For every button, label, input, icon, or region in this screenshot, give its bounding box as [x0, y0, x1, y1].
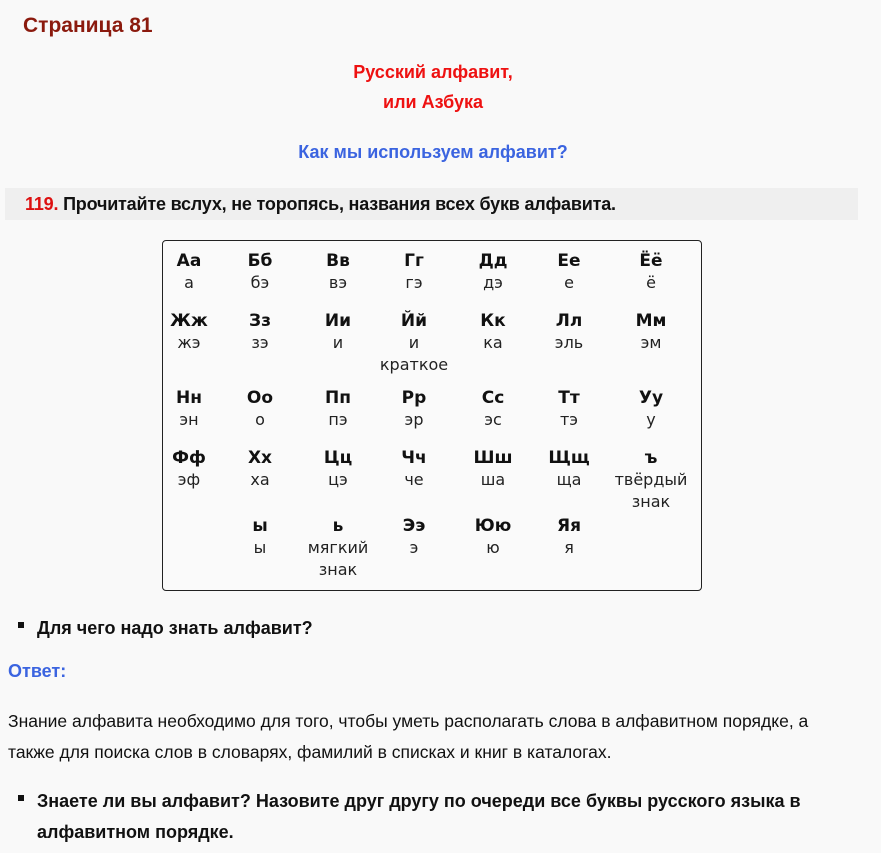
task-instruction: Прочитайте вслух, не торопясь, названия всех букв алфавита.	[63, 194, 616, 214]
letter: Ии	[324, 311, 352, 331]
letter: Гг	[404, 251, 424, 271]
alphabet-cell	[215, 515, 305, 559]
letter-name-line-2: краткое	[379, 355, 449, 374]
letter-name: е	[564, 273, 574, 292]
letter: Цц	[323, 448, 353, 468]
letter: Ее	[557, 251, 581, 271]
letter-name: жэ	[177, 333, 201, 352]
letter-name: цэ	[328, 470, 348, 489]
letter-name: ха	[250, 470, 270, 489]
letter: Сс	[481, 388, 505, 408]
question-2	[18, 786, 868, 848]
alphabet-cell	[369, 387, 459, 431]
question-2-text: Знаете ли вы алфавит? Назовите друг другу по очереди все буквы русского языка в алфавитном порядке.	[37, 791, 801, 842]
letter-name-line-2: знак	[318, 560, 358, 579]
letter: Аа	[176, 251, 202, 271]
letter: ь	[332, 516, 344, 536]
letter-name: вэ	[328, 273, 348, 292]
letter-name: эф	[177, 470, 201, 489]
alphabet-cell	[215, 447, 305, 491]
letter: Жж	[170, 311, 208, 331]
letter-name: бэ	[250, 273, 270, 292]
letter-name: тэ	[559, 410, 579, 429]
letter: Щщ	[548, 448, 590, 468]
letter-name: эм	[640, 333, 662, 352]
alphabet-cell	[369, 515, 459, 559]
alphabet-cell	[524, 447, 614, 491]
letter: Уу	[638, 388, 664, 408]
letter: ъ	[644, 448, 658, 468]
alphabet-cell	[215, 310, 305, 354]
letter: Хх	[247, 448, 273, 468]
letter-name: зэ	[251, 333, 269, 352]
letter-name: ю	[486, 538, 500, 557]
letter: Чч	[401, 448, 427, 468]
letter-name: эр	[404, 410, 424, 429]
letter: Тт	[558, 388, 580, 408]
letter: Зз	[249, 311, 271, 331]
letter-name: ща	[556, 470, 582, 489]
letter-name: и	[332, 333, 344, 352]
letter-name: ё	[646, 273, 656, 292]
letter: Ёё	[639, 251, 663, 271]
letter: Вв	[326, 251, 350, 271]
letter: Шш	[473, 448, 513, 468]
letter: Кк	[480, 311, 506, 331]
letter-name-line-2: знак	[631, 492, 671, 511]
alphabet-cell	[606, 447, 696, 513]
letter: Йй	[400, 311, 428, 331]
alphabet-cell	[369, 310, 459, 376]
letter-name: ка	[483, 333, 503, 352]
letter-name: твёрдый	[614, 470, 688, 489]
alphabet-cell	[524, 310, 614, 354]
letter-name: эль	[554, 333, 584, 352]
alphabet-cell	[606, 250, 696, 294]
letter: Мм	[635, 311, 667, 331]
alphabet-cell	[215, 387, 305, 431]
letter: Лл	[555, 311, 583, 331]
letter: Нн	[176, 388, 202, 408]
question-1-text: Для чего надо знать алфавит?	[37, 618, 313, 638]
alphabet-cell	[215, 250, 305, 294]
alphabet-cell	[369, 447, 459, 491]
letter: Пп	[325, 388, 351, 408]
letter: Бб	[247, 251, 273, 271]
letter-name: у	[646, 410, 656, 429]
task-text	[25, 194, 616, 215]
letter-name: че	[404, 470, 424, 489]
alphabet-cell	[606, 387, 696, 431]
alphabet-cell	[606, 310, 696, 354]
letter-name: я	[564, 538, 574, 557]
letter-name: о	[255, 410, 265, 429]
answer-text: Знание алфавита необходимо для того, чтобы уметь располагать слова в алфавитном порядке, а также для поиска слов в словарях, фамилий в списках и книг в каталогах.	[8, 711, 809, 762]
heading-line-2: или Азбука	[383, 92, 483, 112]
letter: Оо	[246, 388, 274, 408]
letter-name: ша	[480, 470, 506, 489]
letter-name: дэ	[483, 273, 503, 292]
letter-name: эс	[484, 410, 502, 429]
page-title: Страница 81	[23, 14, 153, 37]
letter-name: эн	[179, 410, 199, 429]
letter-name: пэ	[328, 410, 348, 429]
letter: Дд	[478, 251, 508, 271]
letter-name: гэ	[405, 273, 423, 292]
letter-name: э	[409, 538, 419, 557]
letter: ы	[252, 516, 268, 536]
task-bar	[5, 188, 858, 220]
heading-line-1: Русский алфавит,	[353, 62, 513, 82]
question-1	[18, 613, 313, 644]
section-subtitle: Как мы используем алфавит?	[298, 142, 568, 162]
answer-label: Ответ:	[8, 661, 67, 681]
alphabet-cell	[369, 250, 459, 294]
letter-name: и	[408, 333, 420, 352]
letter: Фф	[172, 448, 206, 468]
letter-name: мягкий	[307, 538, 369, 557]
alphabet-cell	[524, 387, 614, 431]
letter-name: ы	[253, 538, 267, 557]
letter: Ээ	[402, 516, 426, 536]
alphabet-cell	[524, 250, 614, 294]
letter-name: а	[184, 273, 194, 292]
letter: Рр	[401, 388, 427, 408]
alphabet-table	[162, 240, 702, 591]
task-number: 119.	[25, 194, 59, 214]
letter: Юю	[474, 516, 512, 536]
letter: Яя	[556, 516, 581, 536]
alphabet-cell	[524, 515, 614, 559]
